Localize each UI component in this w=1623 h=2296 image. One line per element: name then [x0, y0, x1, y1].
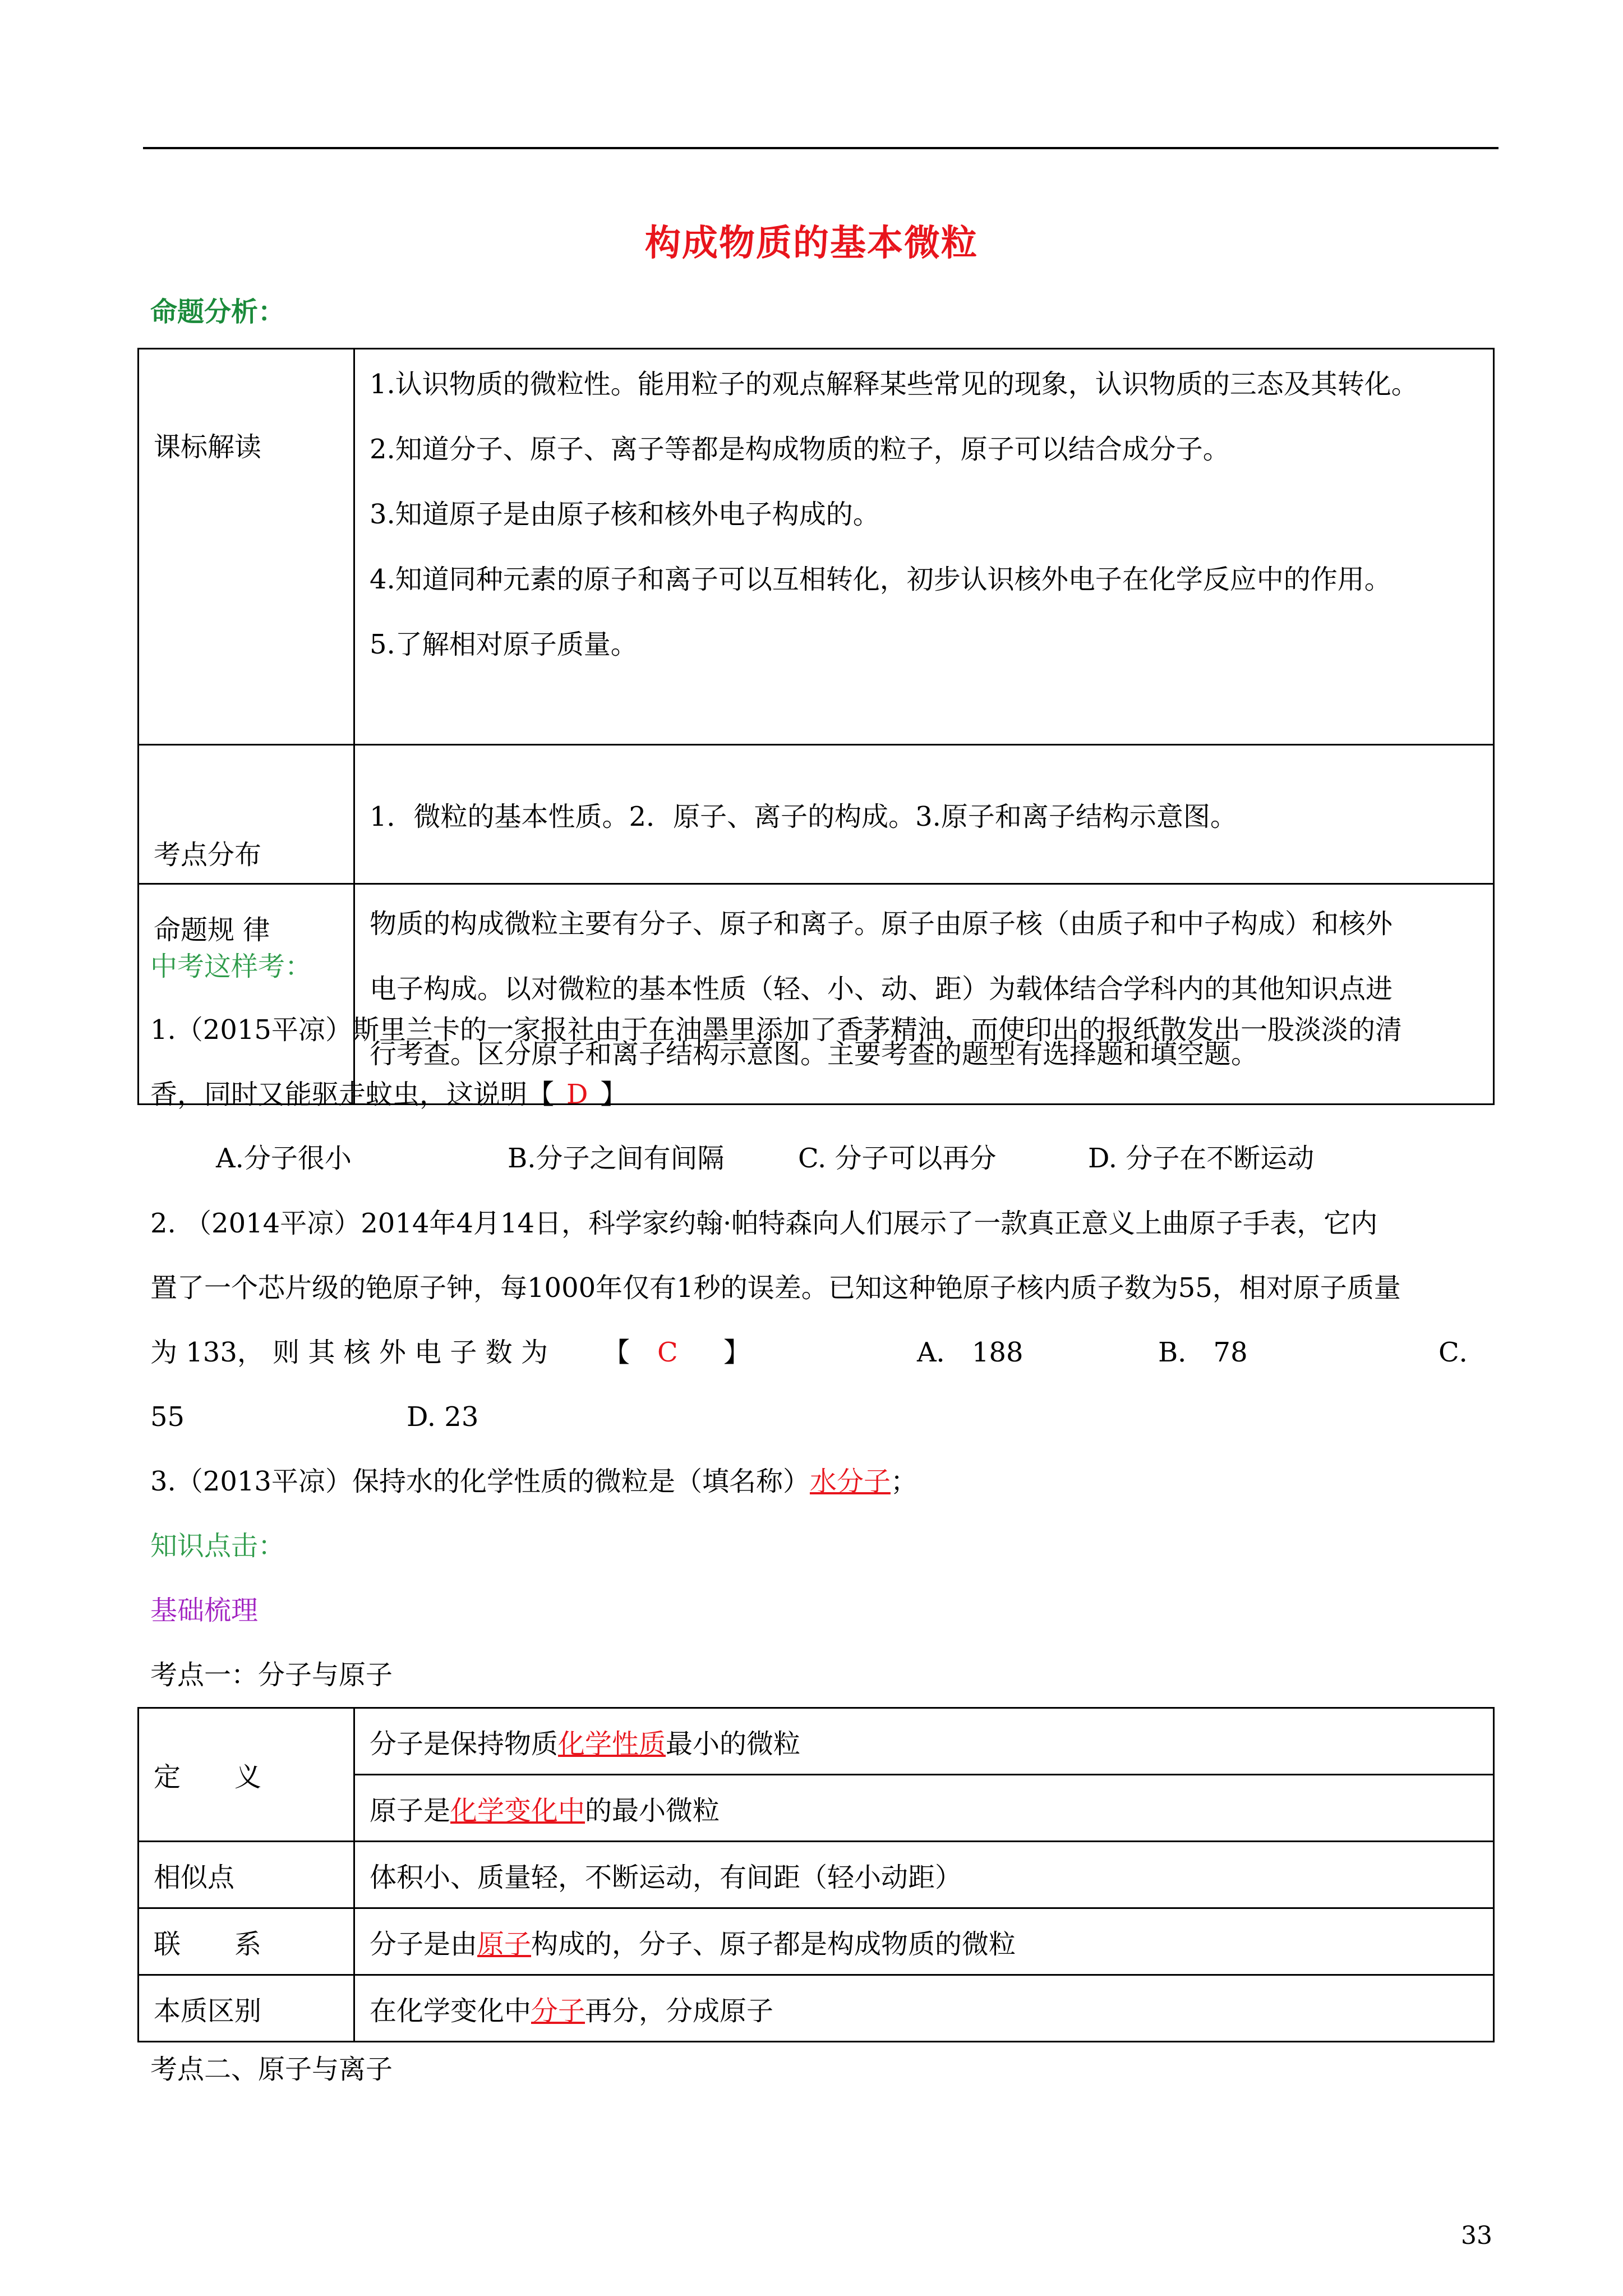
table-row	[139, 884, 1494, 1105]
q3-line: 3.（2013平凉）保持水的化学性质的微粒是（填名称）水分子；	[150, 1466, 917, 1497]
definition-atom: 原子是化学变化中的最小微粒	[354, 1775, 1494, 1842]
row-header-definition: 定 义	[139, 1708, 354, 1842]
points-text: 1．微粒的基本性质。2．原子、离子的构成。3.原子和离子结构示意图。	[354, 745, 1494, 884]
q2-option-c-value: 55	[150, 1401, 185, 1433]
table-row	[139, 1908, 1494, 1975]
point2-heading: 考点二、原子与离子	[150, 2054, 393, 2085]
answer-blank: 化学变化中	[450, 1795, 585, 1826]
list-item: 3.知道原子是由原子核和核外电子构成的。	[370, 499, 880, 530]
section-label-analysis: 命题分析：	[150, 296, 285, 328]
section-label-exam: 中考这样考：	[150, 951, 312, 982]
row-header-pattern: 命题规 律	[139, 884, 354, 1105]
q2-line3: 为 133， 则 其 核 外 电 子 数 为	[150, 1337, 548, 1368]
row-header-difference: 本质区别	[139, 1975, 354, 2042]
page-number: 33	[1461, 2221, 1492, 2250]
list-item: 2.知道分子、原子、离子等都是构成物质的粒子，原子可以结合成分子。	[370, 434, 1230, 465]
analysis-table	[137, 348, 1495, 1105]
answer-blank: 原子	[477, 1928, 532, 1960]
q3-answer: 水分子	[809, 1466, 891, 1497]
q2-answer: C	[657, 1337, 678, 1368]
difference-text: 在化学变化中分子再分，分成原子	[354, 1975, 1494, 2042]
q1-line2: 香，同时又能驱走蚊虫，这说明【 D 】	[150, 1079, 628, 1110]
row-header-similarity: 相似点	[139, 1842, 354, 1908]
answer-blank: 化学性质	[558, 1728, 666, 1760]
text-line: 物质的构成微粒主要有分子、原子和离子。原子由原子核（由质子和中子构成）和核外	[370, 908, 1393, 940]
molecule-atom-table	[137, 1707, 1495, 2042]
row-header-relation: 联 系	[139, 1908, 354, 1975]
table-row	[139, 1842, 1494, 1908]
relation-text: 分子是由原子构成的，分子、原子都是构成物质的微粒	[354, 1908, 1494, 1975]
q1-answer: D	[566, 1079, 588, 1110]
q2-line2: 置了一个芯片级的铯原子钟，每1000年仅有1秒的误差。已知这种铯原子核内质子数为55，相对原子质量	[150, 1272, 1401, 1304]
q1-option-c: C. 分子可以再分	[798, 1143, 997, 1174]
table-row	[139, 745, 1494, 884]
section-label-basics: 基础梳理	[150, 1595, 259, 1626]
point1-heading: 考点一：分子与原子	[150, 1659, 393, 1691]
section-label-knowledge: 知识点击：	[150, 1530, 285, 1562]
q1-option-d: D. 分子在不断运动	[1088, 1143, 1315, 1174]
q2-bracket-open: 【	[603, 1337, 630, 1368]
list-item: 1.认识物质的微粒性。能用粒子的观点解释某些常见的现象，认识物质的三态及其转化。	[370, 369, 1418, 400]
q2-option-b: B． 78	[1158, 1337, 1248, 1368]
text-line: 电子构成。以对微粒的基本性质（轻、小、动、距）为载体结合学科内的其他知识点进	[370, 973, 1393, 1005]
answer-blank: 分子	[531, 1995, 585, 2027]
pattern-text	[354, 884, 1494, 1105]
q1-line1: 1.（2015平凉）斯里兰卡的一家报社由于在油墨里添加了香茅精油，而使印出的报纸散发出一股淡淡的清	[150, 1014, 1402, 1046]
q1-option-a: A.分子很小	[216, 1143, 352, 1174]
q2-option-d: D. 23	[407, 1401, 479, 1433]
list-item: 5.了解相对原子质量。	[370, 629, 638, 660]
q2-bracket-close: 】	[723, 1337, 751, 1368]
q2-line1: 2. （2014平凉）2014年4月14日，科学家约翰·帕特森向人们展示了一款真正意义上曲原子手表，它内	[150, 1208, 1378, 1239]
q2-option-a: A． 188	[917, 1337, 1023, 1368]
header-rule	[143, 147, 1498, 149]
list-item: 4.知道同种元素的原子和离子可以互相转化，初步认识核外电子在化学反应中的作用。	[370, 564, 1391, 595]
table-row	[139, 349, 1494, 745]
page-title: 构成物质的基本微粒	[645, 222, 978, 264]
row-header-points: 考点分布	[139, 745, 354, 884]
similarity-text: 体积小、质量轻，不断运动，有间距（轻小动距）	[354, 1842, 1494, 1908]
curriculum-items	[354, 349, 1494, 745]
definition-molecule: 分子是保持物质化学性质最小的微粒	[354, 1708, 1494, 1775]
row-header-curriculum: 课标解读	[139, 349, 354, 745]
table-row	[139, 1975, 1494, 2042]
table-row	[139, 1708, 1494, 1775]
q2-option-c: C．	[1438, 1337, 1486, 1368]
q1-option-b: B.分子之间有间隔	[508, 1143, 725, 1174]
text-line: 行考查。区分原子和离子结构示意图。主要考查的题型有选择题和填空题。	[370, 1038, 1258, 1070]
